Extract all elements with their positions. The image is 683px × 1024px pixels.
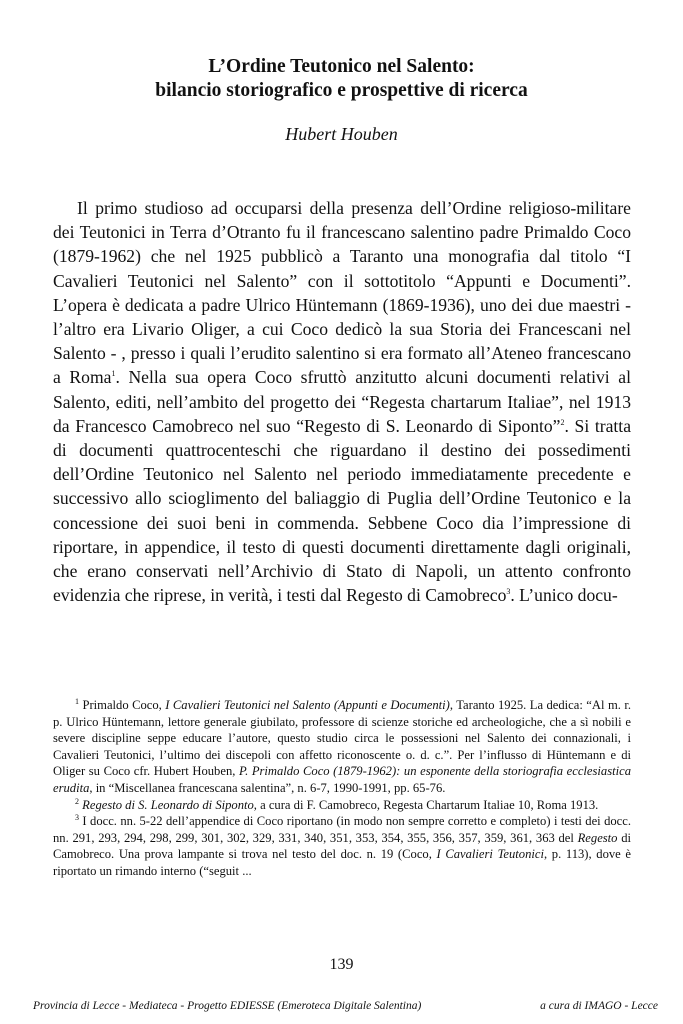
footnote-text: di Camobreco. Una prova lampante si trova nel testo del doc. n. 19 (Coco, xyxy=(53,830,631,862)
title-line-2: bilancio storiografico e prospettive di ricerca xyxy=(155,80,528,101)
body-text-part: . Nella sua opera Coco sfruttò anzitutto alcuni documenti relativi al Salento, editi, nell’ambito del progetto dei “Regesta chartarum Italiae”, nel 1913 da Francesco Camobreco nel suo “Regesto di S. Leonardo di Siponto” xyxy=(53,367,631,436)
credit-right: a cura di IMAGO - Lecce xyxy=(540,1000,658,1012)
body-text-part: Il primo studioso ad occuparsi della presenza dell’Ordine religioso-militare dei Teutonici in Terra d’Otranto fu il francescano salentino padre Primaldo Coco (1879-1962) che nel 1925 pubblicò a Taranto una monografia dal titolo “I Cavalieri Teutonici nel Salento” con il sottotitolo “Appunti e Documenti”. L’opera è dedicata a padre Ulrico Hüntemann (1869-1936), uno dei due maestri - l’altro era Livario Oliger, a cui Coco dedicò la sua Storia dei Francescani nel Salento - , presso i quali l’erudito salentino si era formato all’Ateneo francescano a Roma xyxy=(53,198,631,388)
footnote-number: 1 xyxy=(75,696,79,706)
footnote-number: 2 xyxy=(75,796,79,806)
footnote-ref-3: 3 xyxy=(506,587,511,597)
footnote-text: I docc. nn. 5-22 dell’appendice di Coco riportano (in modo non sempre corretto e completo) i testi dei docc. nn. 291, 293, 294, 298, 299, 301, 302, 329, 331, 340, 351, 353, 354, 355, 356, 357, 359, 361, 363 del xyxy=(53,814,631,845)
footnote-1 xyxy=(53,697,631,797)
footnote-ref-2: 2 xyxy=(560,417,565,427)
footer-credit xyxy=(33,1000,658,1012)
footnote-ref-1: 1 xyxy=(111,369,116,379)
credit-left: Provincia di Lecce - Mediateca - Progetto EDIESSE (Emeroteca Digitale Salentina) xyxy=(33,1000,422,1012)
footnote-text: , a cura di F. Camobreco, Regesta Chartarum Italiae 10, Roma 1913. xyxy=(253,797,599,812)
footnote-italic: I Cavalieri Teutonici xyxy=(436,847,544,862)
footnote-italic: Regesto xyxy=(577,830,618,845)
author-name: Hubert Houben xyxy=(285,124,398,144)
footnote-number: 3 xyxy=(75,812,79,822)
footnotes xyxy=(53,697,631,880)
body-text-part: . L’unico docu- xyxy=(510,585,618,606)
body-paragraph xyxy=(53,196,631,607)
body-text-part: . Si tratta di documenti quattrocenteschi che riguardano il destino dei possedimenti dell’Ordine Teutonico nel Salento nel periodo immediatamente precedente e successivo allo scioglimento del baliaggio di Puglia dell’Ordine Teutonico e la concessione dei suoi beni in commenda. Sebbene Coco dia l’impressione di riportare, in appendice, il testo di questi documenti direttamente dagli originali, che erano conservati nell’Archivio di Stato di Napoli, un attento confronto evidenzia che riprese, in verità, i testi dal Regesto di Camobreco xyxy=(53,415,631,606)
footnote-italic: I Cavalieri Teutonici nel Salento (Appunti e Documenti) xyxy=(165,698,450,712)
footnote-text: , Taranto 1925. La dedica: “Al m. r. p. Ulrico Hüntemann, lettore generale giubilato, professore di scienze storiche ed archeologiche, che a sì nobili e severe discipline seppe educare l’autore, questo studio circa le possessioni nel Salento dei connazionali, i Cavalieri Teutonici, l’ultimo dei discepoli con affetto riconoscente o. d. c.”. Per l’influsso di Hüntemann e di Oliger su Coco cfr. Hubert Houben, xyxy=(53,698,631,779)
footnote-3 xyxy=(53,813,631,879)
footnote-italic: Regesto di S. Leonardo di Siponto xyxy=(82,797,254,812)
footnote-text: , in “Miscellanea francescana salentina”, n. 6-7, 1990-1991, pp. 65-76. xyxy=(89,780,446,795)
article-title xyxy=(60,55,623,103)
page-number: 139 xyxy=(329,956,354,973)
title-line-1: L’Ordine Teutonico nel Salento: xyxy=(208,56,475,77)
footnote-italic: P. Primaldo Coco (1879-1962): un esponente della storiografia ecclesiastica erudita xyxy=(53,764,631,795)
footnote-text: Primaldo Coco, xyxy=(79,698,166,712)
footnote-2 xyxy=(53,797,631,814)
footnote-text: , p. 113), dove è riportato un rimando interno (“seguit ... xyxy=(53,847,631,878)
